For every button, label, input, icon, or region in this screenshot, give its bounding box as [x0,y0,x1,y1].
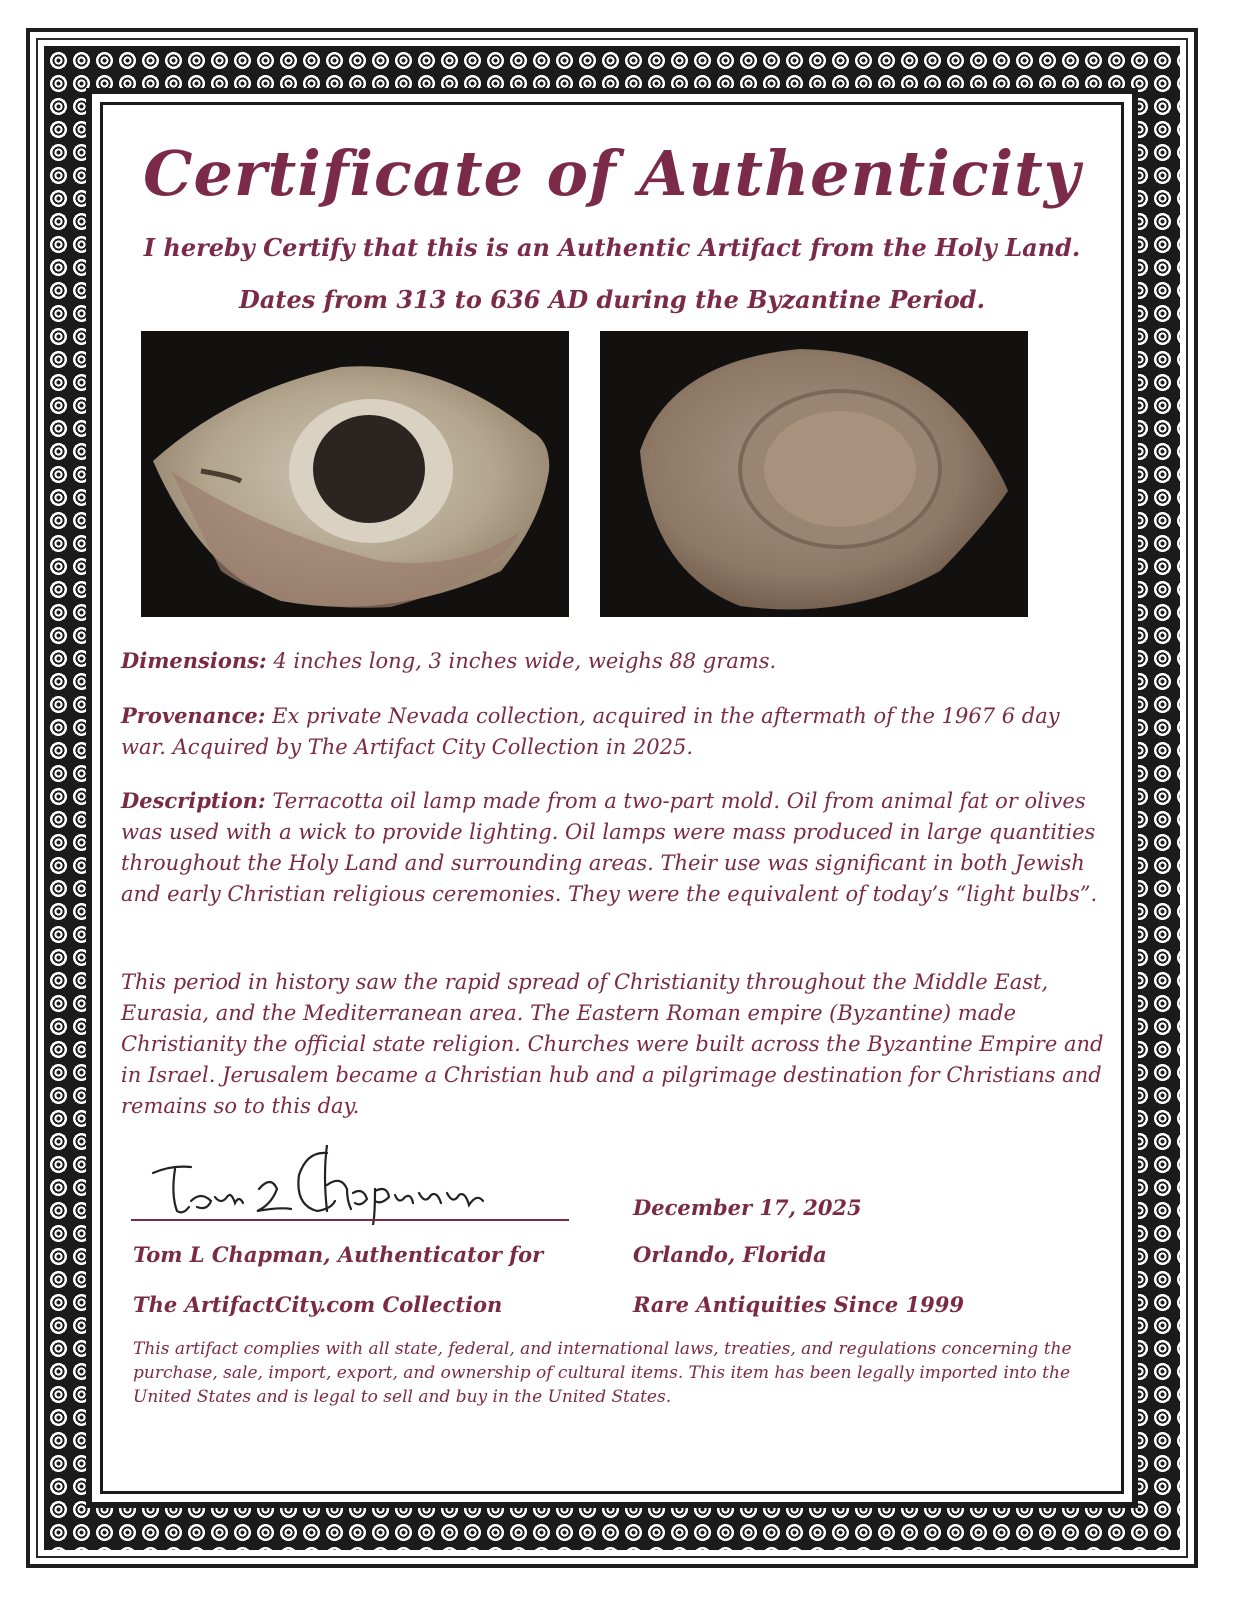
certificate-date: December 17, 2025 [633,1195,862,1220]
description-paragraph [121,785,1111,910]
certificate-title: Certificate of Authenticity [143,137,1081,210]
legal-compliance-text: This artifact complies with all state, federal, and international laws, treaties, and regulations concerning the purchase, sale, import, export, and ownership of cultural items. This item has been legally imported into the United States and is legal to sell and buy in the United States. [133,1339,1072,1407]
lamp-photo-bottom [600,331,1028,617]
dimensions-paragraph [121,645,1111,677]
authenticator-name: Tom L Chapman, Authenticator for [133,1242,544,1267]
date-range-statement: Dates from 313 to 636 AD during the Byzantine Period. [239,285,985,314]
provenance-text: Ex private Nevada collection, acquired in the aftermath of the 1967 6 day war. Acquired by The Artifact City Collection in 2025. [121,704,1060,759]
lamp-photo-top [141,331,569,617]
certification-statement: I hereby Certify that this is an Authentic Artifact from the Holy Land. [143,233,1081,262]
tagline: Rare Antiquities Since 1999 [633,1292,964,1317]
signature-line [131,1219,569,1221]
certificate-content [103,105,1121,1491]
dimensions-label: Dimensions: [121,648,267,673]
provenance-paragraph [121,700,1111,763]
history-paragraph: This period in history saw the rapid spread of Christianity throughout the Middle East, Eurasia, and the Mediterranean area. The Eastern Roman empire (Byzantine) made Christianity the official state religion. Churches were built across the Byzantine Empire and in Israel. Jerusalem became a Christian hub and a pilgrimage destination for Christians and remains so to this day. [121,970,1104,1118]
provenance-label: Provenance: [121,703,266,728]
dimensions-text: 4 inches long, 3 inches wide, weighs 88 grams. [273,649,777,673]
signature-image [131,1145,571,1225]
certificate-location: Orlando, Florida [633,1242,827,1267]
description-text: Terracotta oil lamp made from a two-part mold. Oil from animal fat or olives was used with a wick to provide lighting. Oil lamps were mass produced in large quantities throughout the Holy Land and surrounding areas. Their use was significant in both Jewish and early Christian religious ceremonies. They were the equivalent of today’s “light bulbs”. [121,789,1098,906]
collection-name: The ArtifactCity.com Collection [133,1292,503,1317]
description-label: Description: [121,788,266,813]
